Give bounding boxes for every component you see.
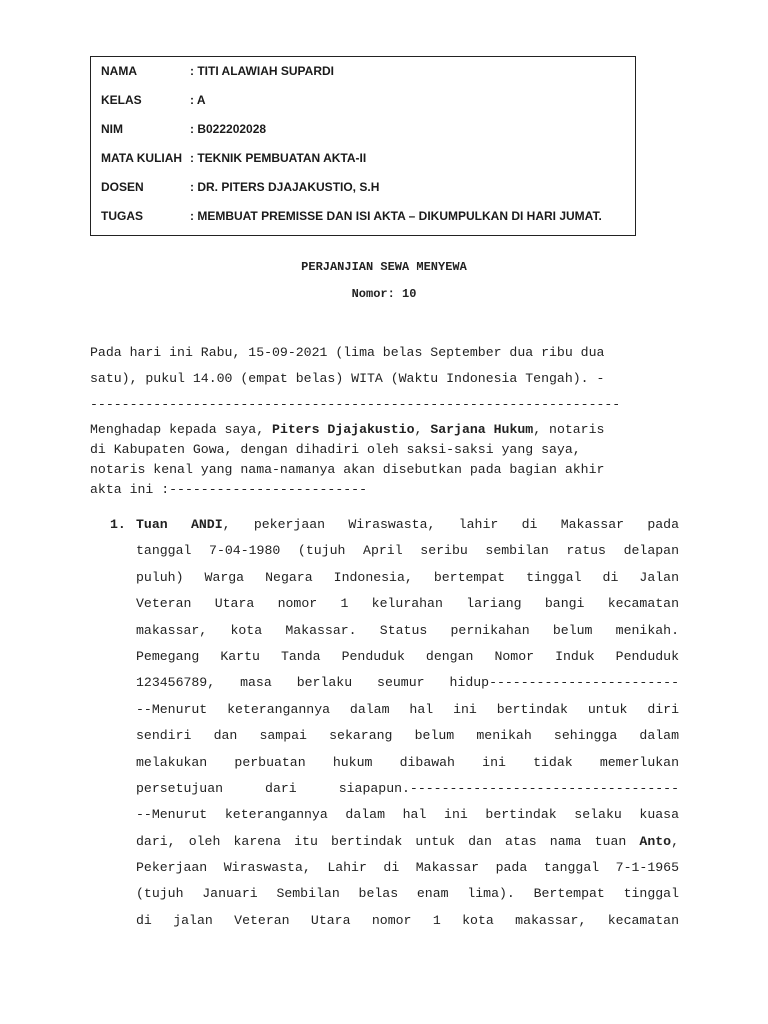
info-value: : TITI ALAWIAH SUPARDI bbox=[190, 64, 334, 78]
party-line: --Menurut keterangannya dalam hal ini bertindak untuk diri bbox=[136, 701, 679, 717]
document-number: Nomor: 10 bbox=[351, 287, 417, 301]
opening-line: Pada hari ini Rabu, 15-09-2021 (lima belas September dua ribu dua bbox=[90, 345, 605, 360]
party-line: 123456789, masa berlaku seumur hidup------------------------ bbox=[136, 675, 679, 691]
party-line: --Menurut keterangannya dalam hal ini bertindak selaku kuasa bbox=[136, 807, 679, 823]
appearance-line: akta ini :------------------------- bbox=[90, 482, 367, 497]
party-line: makassar, kota Makassar. Status pernikahan belum menikah. bbox=[136, 622, 679, 638]
party-line: di jalan Veteran Utara nomor 1 kota makassar, kecamatan bbox=[136, 912, 679, 928]
party-line bbox=[136, 512, 679, 538]
text-segment: , pekerjaan Wiraswasta, lahir di Makassar pada bbox=[222, 517, 679, 532]
principal-name: Anto bbox=[639, 833, 672, 849]
party-number: 1. bbox=[110, 517, 126, 532]
info-value: : B022202028 bbox=[190, 122, 267, 136]
party-line bbox=[136, 829, 679, 855]
opening-paragraph bbox=[90, 340, 680, 418]
document-title: PERJANJIAN SEWA MENYEWA bbox=[301, 260, 467, 274]
info-label: DOSEN bbox=[101, 180, 144, 194]
party-line: persetujuan dari siapapun.---------------------------------- bbox=[136, 780, 679, 796]
info-label: NAMA bbox=[101, 64, 137, 78]
appearance-line: notaris kenal yang nama-namanya akan disebutkan pada bagian akhir bbox=[90, 462, 605, 477]
text-segment: , notaris bbox=[533, 422, 605, 437]
opening-line: ------------------------------------------------------------------- bbox=[90, 397, 621, 412]
appearance-line bbox=[90, 420, 680, 440]
appearance-line: di Kabupaten Gowa, dengan dihadiri oleh saksi-saksi yang saya, bbox=[90, 442, 581, 457]
opening-line: satu), pukul 14.00 (empat belas) WITA (Waktu Indonesia Tengah). - bbox=[90, 371, 605, 386]
student-info-box bbox=[90, 56, 636, 236]
info-label: NIM bbox=[101, 122, 123, 136]
party-line: melakukan perbuatan hukum dibawah ini tidak memerlukan bbox=[136, 754, 679, 770]
info-value: : MEMBUAT PREMISSE DAN ISI AKTA – DIKUMPULKAN DI HARI JUMAT. bbox=[190, 209, 602, 223]
party-line: sendiri dan sampai sekarang belum menikah sehingga dalam bbox=[136, 728, 679, 744]
notary-title: Sarjana Hukum bbox=[430, 422, 534, 437]
notary-name: Piters Djajakustio bbox=[272, 422, 415, 437]
info-value: : A bbox=[190, 93, 206, 107]
info-value: : DR. PITERS DJAJAKUSTIO, S.H bbox=[190, 180, 380, 194]
text-segment: , bbox=[414, 422, 431, 437]
party-name: Tuan ANDI bbox=[136, 517, 223, 532]
party-line: Pemegang Kartu Tanda Penduduk dengan Nomor Induk Penduduk bbox=[136, 648, 679, 664]
info-value: : TEKNIK PEMBUATAN AKTA-II bbox=[190, 151, 367, 165]
text-segment: , bbox=[671, 833, 679, 849]
party-line: Pekerjaan Wiraswasta, Lahir di Makassar pada tanggal 7-1-1965 bbox=[136, 860, 679, 876]
info-label: TUGAS bbox=[101, 209, 143, 223]
info-label: MATA KULIAH bbox=[101, 151, 183, 165]
party-line: tanggal 7-04-1980 (tujuh April seribu sembilan ratus delapan bbox=[136, 543, 679, 559]
info-label: KELAS bbox=[101, 93, 142, 107]
party-1-paragraph bbox=[136, 512, 679, 934]
text-segment: Menghadap kepada saya, bbox=[90, 422, 273, 437]
text-segment: dari, oleh karena itu bertindak untuk dan atas nama tuan bbox=[136, 833, 640, 849]
party-line: Veteran Utara nomor 1 kelurahan lariang bangi kecamatan bbox=[136, 596, 679, 612]
party-line: (tujuh Januari Sembilan belas enam lima). Bertempat tinggal bbox=[136, 886, 679, 902]
party-line: puluh) Warga Negara Indonesia, bertempat tinggal di Jalan bbox=[136, 569, 679, 585]
appearance-paragraph bbox=[90, 420, 680, 500]
